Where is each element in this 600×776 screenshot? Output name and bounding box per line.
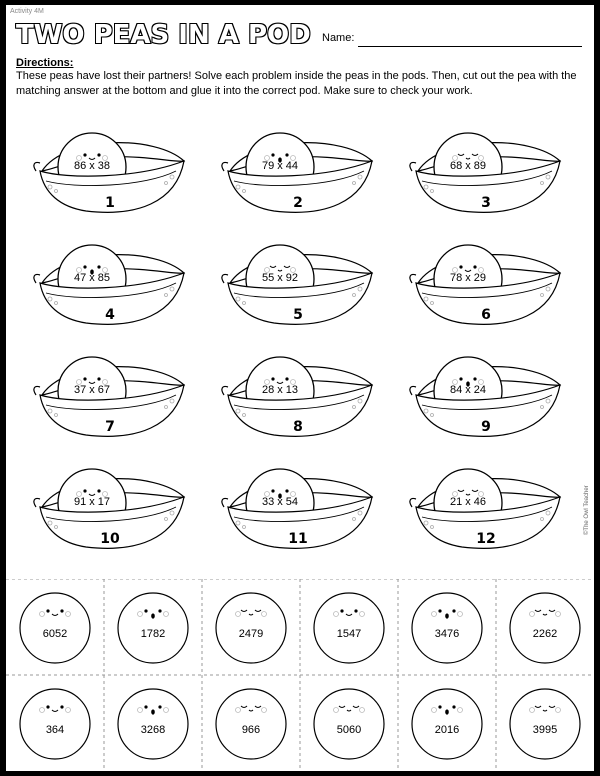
pea-pod-7 xyxy=(26,355,192,465)
answer-pea xyxy=(508,687,582,761)
pod-drawing xyxy=(214,131,380,241)
answer-pea-3476[interactable] xyxy=(398,579,496,675)
answer-pea-1547[interactable] xyxy=(300,579,398,675)
pea-pod-8 xyxy=(214,355,380,465)
pod-drawing xyxy=(214,243,380,353)
answer-value: 2479 xyxy=(238,628,264,640)
answer-pea-364[interactable] xyxy=(6,675,104,771)
answer-pea-5060[interactable] xyxy=(300,675,398,771)
answer-value: 6052 xyxy=(42,628,68,640)
pod-drawing xyxy=(402,131,568,241)
pea-problem: 55 x 92 xyxy=(261,272,299,284)
name-field-line[interactable] xyxy=(358,46,582,47)
pod-drawing xyxy=(402,467,568,577)
pod-number: 8 xyxy=(293,419,303,435)
answer-value: 1547 xyxy=(336,628,362,640)
answer-pea xyxy=(410,591,484,665)
answer-value: 2262 xyxy=(532,628,558,640)
answer-value: 3268 xyxy=(140,724,166,736)
pod-drawing xyxy=(26,131,192,241)
pod-number: 1 xyxy=(105,195,115,211)
copyright-credit: ©The Owl Teacher xyxy=(584,485,590,535)
answer-pea xyxy=(312,687,386,761)
pod-drawing xyxy=(26,243,192,353)
activity-code: Activity 4M xyxy=(10,8,44,15)
pod-number: 10 xyxy=(100,531,120,547)
answer-pea xyxy=(18,687,92,761)
pod-number: 5 xyxy=(293,307,303,323)
pea-problem: 68 x 89 xyxy=(449,160,487,172)
pod-drawing xyxy=(214,355,380,465)
pea-pod-4 xyxy=(26,243,192,353)
pea-pod-5 xyxy=(214,243,380,353)
answer-pea-3995[interactable] xyxy=(496,675,594,771)
answer-value: 3476 xyxy=(434,628,460,640)
answer-pea xyxy=(116,687,190,761)
answer-pea-966[interactable] xyxy=(202,675,300,771)
pea-problem: 91 x 17 xyxy=(73,496,111,508)
answer-pea xyxy=(18,591,92,665)
pea-pod-10 xyxy=(26,467,192,577)
pea-problem: 79 x 44 xyxy=(261,160,299,172)
answer-value: 364 xyxy=(45,724,65,736)
answer-pea xyxy=(214,687,288,761)
pea-problem: 47 x 85 xyxy=(73,272,111,284)
answer-pea xyxy=(410,687,484,761)
pod-drawing xyxy=(214,467,380,577)
pod-drawing xyxy=(402,355,568,465)
answer-pea-6052[interactable] xyxy=(6,579,104,675)
pod-number: 4 xyxy=(105,307,115,323)
answer-value: 966 xyxy=(241,724,261,736)
answer-pea xyxy=(508,591,582,665)
answer-pea-3268[interactable] xyxy=(104,675,202,771)
answer-value: 2016 xyxy=(434,724,460,736)
answer-pea-2479[interactable] xyxy=(202,579,300,675)
pea-problem: 33 x 54 xyxy=(261,496,299,508)
pea-pod-6 xyxy=(402,243,568,353)
pea-problem: 37 x 67 xyxy=(73,384,111,396)
answer-cut-area xyxy=(6,579,594,771)
pea-pod-11 xyxy=(214,467,380,577)
worksheet-page xyxy=(6,5,594,771)
pea-problem: 86 x 38 xyxy=(73,160,111,172)
pod-number: 2 xyxy=(293,195,303,211)
answer-pea-1782[interactable] xyxy=(104,579,202,675)
answer-pea-2262[interactable] xyxy=(496,579,594,675)
answer-value: 5060 xyxy=(336,724,362,736)
answer-pea xyxy=(214,591,288,665)
pea-pod-9 xyxy=(402,355,568,465)
pod-drawing xyxy=(26,355,192,465)
pea-problem: 78 x 29 xyxy=(449,272,487,284)
pod-drawing xyxy=(26,467,192,577)
pea-pod-3 xyxy=(402,131,568,241)
pod-number: 9 xyxy=(481,419,491,435)
name-label: Name: xyxy=(322,32,355,44)
answer-value: 3995 xyxy=(532,724,558,736)
worksheet-title: TWO PEAS IN A POD xyxy=(16,20,311,50)
pod-drawing xyxy=(402,243,568,353)
pod-number: 6 xyxy=(481,307,491,323)
pea-pod-1 xyxy=(26,131,192,241)
pea-problem: 84 x 24 xyxy=(449,384,487,396)
pod-number: 11 xyxy=(288,531,308,547)
answer-value: 1782 xyxy=(140,628,166,640)
answer-pea-2016[interactable] xyxy=(398,675,496,771)
pod-number: 7 xyxy=(105,419,115,435)
pea-pod-2 xyxy=(214,131,380,241)
answer-pea xyxy=(116,591,190,665)
answer-pea xyxy=(312,591,386,665)
directions-heading: Directions: xyxy=(16,57,74,69)
pea-pod-12 xyxy=(402,467,568,577)
pea-problem: 28 x 13 xyxy=(261,384,299,396)
pea-problem: 21 x 46 xyxy=(449,496,487,508)
pod-number: 3 xyxy=(481,195,491,211)
directions-text: These peas have lost their partners! Solve each problem inside the peas in the pods. Then, cut out the pea with the matching answer at the bottom and glue it into the correct pod. Make sure to check your work. xyxy=(16,70,577,97)
pod-number: 12 xyxy=(476,531,496,547)
